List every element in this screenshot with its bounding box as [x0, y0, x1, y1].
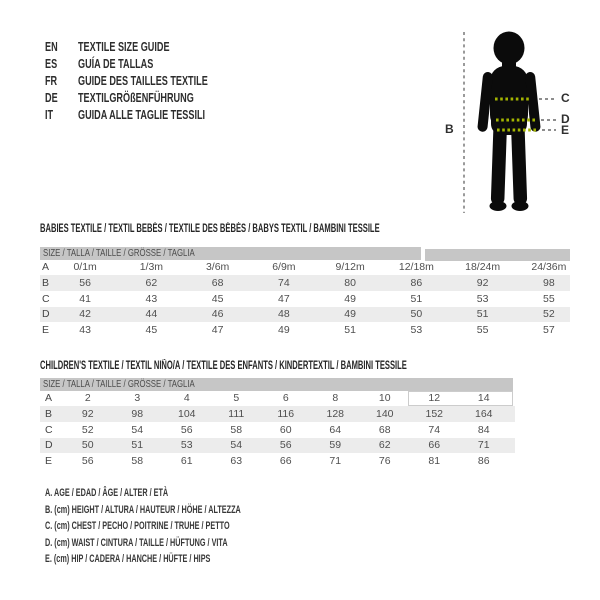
row-label: A [45, 392, 53, 405]
table-cell: 63 [230, 455, 243, 468]
legend-line: E. (cm) HIP / CADERA / HANCHE / HÜFTE / HIPS [45, 553, 211, 565]
table-cell: 104 [177, 408, 196, 421]
row-label: D [45, 439, 53, 452]
table-cell: 47 [278, 292, 290, 305]
table-cell: 49 [344, 292, 356, 305]
table-cell: 2 [84, 392, 91, 405]
table-cell: 56 [81, 455, 94, 468]
language-code: IT [45, 107, 54, 122]
leader-dashes [539, 99, 556, 130]
legend-line: D. (cm) WAIST / CINTURA / TAILLE / HÜFTUNG / VITA [45, 536, 228, 549]
language-code: FR [45, 73, 58, 88]
table-cell: 46 [211, 308, 224, 321]
table-cell: 86 [410, 277, 423, 290]
table-cell: 56 [180, 423, 193, 436]
table-cell: 74 [428, 423, 441, 436]
table-cell: 5 [233, 392, 240, 405]
table-cell: 0/1m [73, 261, 97, 274]
table-cell: 53 [180, 439, 193, 452]
table-cell: 152 [425, 408, 444, 421]
table-cell: 68 [211, 277, 224, 290]
table-cell: 92 [81, 408, 94, 421]
table-cell: 51 [410, 292, 423, 305]
table-cell: 47 [211, 324, 224, 337]
table-cell: 43 [79, 324, 91, 337]
table-cell: 6 [282, 392, 289, 405]
language-text: GUIDE DES TAILLES TEXTILE [78, 73, 208, 88]
table-row [40, 438, 515, 454]
table-cell: 48 [278, 308, 290, 321]
table-cell: 52 [81, 423, 94, 436]
table-cell: 43 [145, 292, 158, 305]
babies-size-table [40, 247, 580, 338]
table-cell: 128 [326, 408, 345, 421]
table-cell: 71 [329, 455, 342, 468]
table-cell: 1/3m [139, 261, 164, 274]
babies-table-title-text: BABIES TEXTILE / TEXTIL BEBÉS / TEXTILE DES BÉBÉS / BABYS TEXTIL / BAMBINI TESSILE [40, 223, 380, 235]
table-cell: 64 [329, 423, 342, 436]
language-text: TEXTILE SIZE GUIDE [78, 39, 170, 54]
table-cell: 61 [180, 455, 193, 468]
babies-table-title [40, 223, 555, 235]
row-label: E [42, 324, 50, 337]
size-header-bar [40, 247, 580, 260]
table-cell: 45 [211, 292, 224, 305]
children-size-table [40, 378, 515, 469]
row-label: D [42, 308, 50, 321]
table-cell: 10 [378, 392, 391, 405]
table-cell: 86 [477, 455, 490, 468]
size-header-label: SIZE / TALLA / TAILLE / GRÖSSE / TAGLIA [43, 378, 195, 390]
row-label: B [42, 277, 50, 290]
table-cell: 76 [378, 455, 391, 468]
row-label: C [45, 423, 53, 436]
hip-label: E [561, 123, 570, 137]
table-row [40, 291, 580, 307]
table-cell: 51 [344, 324, 356, 337]
table-cell: 41 [79, 292, 91, 305]
children-table-title-text: CHILDREN'S TEXTILE / TEXTIL NIÑO/A / TEXTILE DES ENFANTS / KINDERTEXTIL / BAMBINI TESSILE [40, 360, 407, 372]
legend-line: C. (cm) CHEST / PECHO / POITRINE / TRUHE / PETTO [45, 520, 230, 532]
table-cell: 71 [477, 439, 490, 452]
table-cell: 59 [329, 439, 342, 452]
language-code: EN [45, 39, 58, 54]
table-cell: 68 [378, 423, 391, 436]
size-header-label: SIZE / TALLA / TAILLE / GRÖSSE / TAGLIA [43, 247, 195, 259]
table-cell: 18/24m [465, 261, 501, 274]
size-header-bar [40, 378, 515, 391]
table-cell: 8 [332, 392, 339, 405]
table-cell: 56 [79, 277, 91, 290]
legend-line: A. AGE / EDAD / ÂGE / ALTER / ETÀ [45, 487, 169, 499]
table-cell: 55 [543, 292, 555, 305]
table-row [40, 391, 515, 407]
language-text: GUIDA ALLE TAGLIE TESSILI [78, 107, 206, 122]
table-cell: 60 [279, 423, 292, 436]
table-row [40, 275, 580, 291]
table-cell: 116 [277, 408, 295, 421]
table-cell: 58 [131, 455, 144, 468]
table-cell: 12 [428, 392, 441, 405]
language-code: ES [45, 56, 58, 71]
legend-line: B. (cm) HEIGHT / ALTURA / HAUTEUR / HÖHE / ALTEZZA [45, 503, 241, 516]
table-cell: 98 [131, 408, 144, 421]
table-cell: 140 [375, 408, 394, 421]
table-cell: 53 [476, 292, 489, 305]
children-table-title [40, 360, 596, 372]
table-cell: 51 [476, 308, 489, 321]
table-cell: 53 [410, 324, 423, 337]
table-cell: 44 [145, 308, 158, 321]
table-cell: 62 [145, 277, 158, 290]
table-row [40, 260, 580, 276]
row-label: E [45, 455, 53, 468]
table-cell: 66 [428, 439, 441, 452]
table-cell: 4 [183, 392, 190, 405]
table-cell: 57 [543, 324, 555, 337]
table-row [40, 322, 580, 338]
row-label: B [45, 408, 53, 421]
height-label: B [445, 122, 454, 136]
language-text: TEXTILGRÖßENFÜHRUNG [78, 90, 194, 105]
row-label: A [42, 261, 50, 274]
row-label: C [42, 292, 50, 305]
language-text: GUÍA DE TALLAS [78, 56, 154, 71]
table-cell: 81 [428, 455, 441, 468]
table-cell: 49 [344, 308, 356, 321]
table-row [40, 453, 515, 469]
table-row [40, 406, 515, 422]
table-row [40, 422, 515, 438]
table-cell: 98 [543, 277, 555, 290]
table-cell: 52 [543, 308, 555, 321]
table-cell: 55 [476, 324, 489, 337]
table-cell: 6/9m [272, 261, 296, 274]
table-cell: 58 [230, 423, 243, 436]
table-cell: 54 [131, 423, 144, 436]
table-cell: 49 [278, 324, 290, 337]
table-cell: 80 [344, 277, 356, 290]
table-cell: 56 [279, 439, 292, 452]
table-cell: 42 [79, 308, 91, 321]
table-row [40, 307, 580, 323]
table-cell: 12/18m [398, 261, 434, 274]
child-silhouette-graphic [440, 25, 600, 220]
waist-label: D [561, 112, 570, 126]
table-cell: 51 [131, 439, 144, 452]
table-cell: 50 [81, 439, 94, 452]
table-cell: 3/6m [205, 261, 230, 274]
table-cell: 62 [378, 439, 391, 452]
table-cell: 3 [134, 392, 141, 405]
table-cell: 9/12m [335, 261, 365, 274]
table-cell: 24/36m [531, 261, 567, 274]
language-code: DE [45, 90, 58, 105]
table-cell: 45 [145, 324, 158, 337]
table-cell: 50 [410, 308, 423, 321]
table-cell: 54 [230, 439, 243, 452]
table-cell: 14 [477, 392, 490, 405]
chest-label: C [561, 91, 570, 105]
table-cell: 84 [477, 423, 490, 436]
measurement-figure [440, 25, 600, 220]
table-cell: 74 [278, 277, 290, 290]
table-cell: 66 [279, 455, 292, 468]
table-cell: 111 [228, 408, 245, 421]
table-cell: 164 [474, 408, 493, 421]
measurement-legend [45, 487, 342, 570]
table-cell: 92 [476, 277, 489, 290]
